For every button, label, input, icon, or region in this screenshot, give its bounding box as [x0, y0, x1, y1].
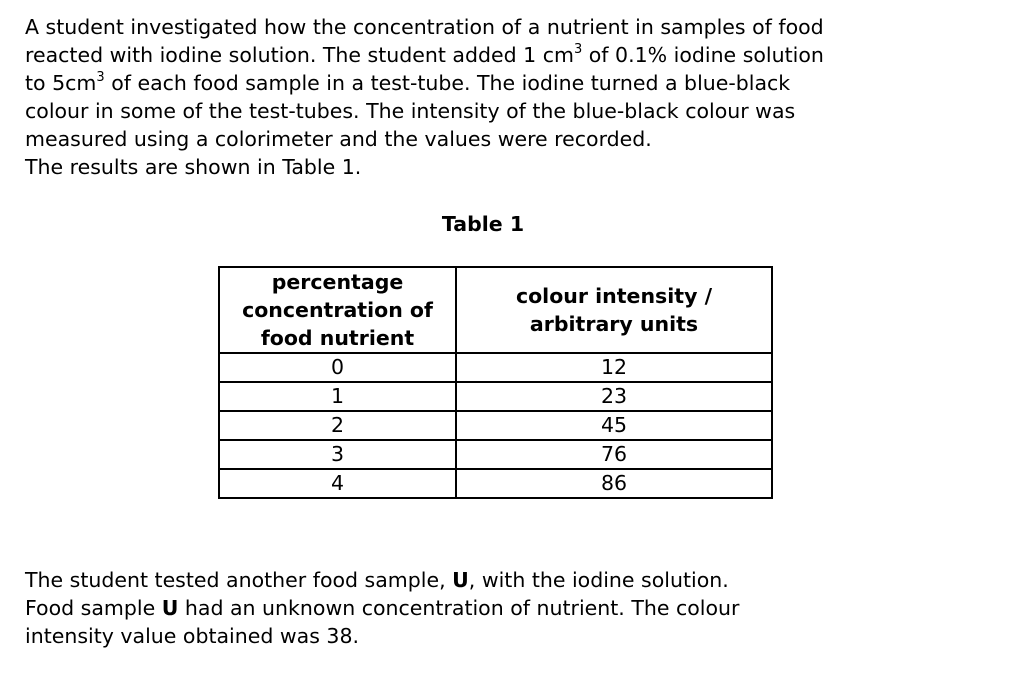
superscript: 3	[573, 42, 583, 58]
header-line: food nutrient	[260, 326, 415, 350]
cell-intensity: 12	[456, 353, 772, 382]
intro-paragraph	[25, 13, 824, 181]
outro-line: intensity value obtained was 38.	[25, 624, 360, 648]
intro-line	[25, 41, 824, 69]
intro-text: of each food sample in a test-tube. The iodine turned a blue-black	[104, 71, 791, 95]
cell-concentration: 2	[219, 411, 456, 440]
outro-paragraph	[25, 566, 739, 650]
header-concentration	[219, 267, 456, 353]
outro-text: Food sample	[25, 596, 162, 620]
cell-concentration: 4	[219, 469, 456, 498]
cell-intensity: 86	[456, 469, 772, 498]
cell-concentration: 3	[219, 440, 456, 469]
cell-intensity: 23	[456, 382, 772, 411]
cell-intensity: 45	[456, 411, 772, 440]
intro-text: of 0.1% iodine solution	[582, 43, 824, 67]
superscript: 3	[96, 70, 105, 86]
intro-text: to 5cm	[25, 71, 97, 95]
outro-line	[25, 594, 739, 622]
intro-line: colour in some of the test-tubes. The intensity of the blue-black colour was	[25, 99, 796, 123]
table-row	[219, 353, 772, 382]
outro-text: had an unknown concentration of nutrient. The colour	[178, 596, 740, 620]
sample-label: U	[452, 568, 469, 592]
table-header-row	[219, 267, 772, 353]
header-intensity	[456, 267, 772, 353]
cell-concentration: 0	[219, 353, 456, 382]
header-line: concentration of	[242, 298, 433, 322]
intro-text: reacted with iodine solution. The student added 1 cm	[25, 43, 574, 67]
header-line: colour intensity /	[515, 284, 713, 308]
header-line: arbitrary units	[529, 312, 699, 336]
table-row	[219, 411, 772, 440]
intro-line: The results are shown in Table 1.	[25, 155, 362, 179]
header-line: percentage	[271, 270, 404, 294]
sample-label: U	[161, 596, 179, 620]
table-row	[219, 440, 772, 469]
outro-line	[25, 566, 739, 594]
results-table	[218, 266, 773, 499]
cell-intensity: 76	[456, 440, 772, 469]
table-row	[219, 469, 772, 498]
intro-line	[25, 69, 824, 97]
table-row	[219, 382, 772, 411]
intro-line: measured using a colorimeter and the values were recorded.	[25, 127, 652, 151]
outro-text: The student tested another food sample,	[25, 568, 453, 592]
table-caption: Table 1	[441, 212, 525, 236]
cell-concentration: 1	[219, 382, 456, 411]
outro-text: , with the iodine solution.	[468, 568, 729, 592]
intro-line: A student investigated how the concentration of a nutrient in samples of food	[25, 15, 824, 39]
